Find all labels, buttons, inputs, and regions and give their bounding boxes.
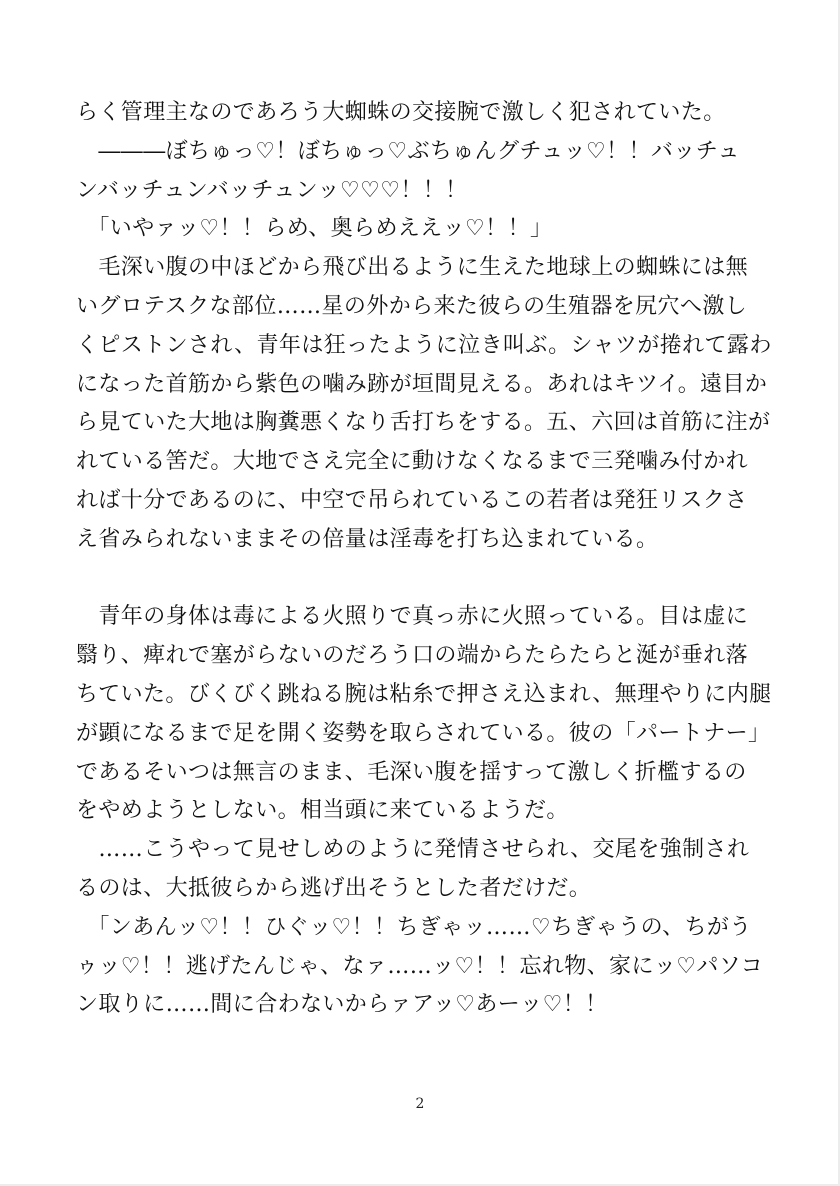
text-line: くピストンされ、青年は狂ったように泣き叫ぶ。シャツが捲れて露わ bbox=[76, 332, 772, 358]
text-line: になった首筋から紫色の噛み跡が垣間見える。あれはキツイ。遠目か bbox=[76, 371, 768, 397]
text-line: え省みられないままその倍量は淫毒を打ち込まれている。 bbox=[76, 526, 659, 552]
text-line: いグロテスクな部位……星の外から来た彼らの生殖器を尻穴へ激し bbox=[76, 293, 748, 319]
text-line: らく管理主なのであろう大蜘蛛の交接腕で激しく犯されていた。 bbox=[76, 100, 726, 125]
text-line: 「ンあんッ♡！！ひぐッ♡！！ちぎゃッ……♡ちぎゃうの、ちがう bbox=[76, 914, 752, 940]
text-line: 翳り、痺れで塞がらないのだろう口の端からたらたらと涎が垂れ落 bbox=[76, 643, 749, 669]
paragraph-spacer bbox=[76, 560, 776, 599]
text-line: が顕になるまで足を開く姿勢を取らされている。彼の「パートナー」 bbox=[76, 720, 771, 746]
text-line: ―――ぼちゅっ♡！ぼちゅっ♡ぶちゅんグチュッ♡！！バッチュ bbox=[76, 138, 740, 164]
text-line: ……こうやって見せしめのように発情させられ、交尾を強制され bbox=[76, 837, 750, 863]
text-line: であるそいつは無言のまま、毛深い腹を揺すって激しく折檻するの bbox=[76, 759, 747, 785]
text-line: をやめようとしない。相当頭に来ているようだ。 bbox=[76, 798, 569, 824]
paragraph-2 bbox=[76, 598, 776, 1025]
paragraph-1 bbox=[76, 94, 776, 560]
text-line: ンバッチュンバッチュンッ♡♡♡！！！ bbox=[76, 177, 468, 203]
text-line: ら見ていた大地は胸糞悪くなり舌打ちをする。五、六回は首筋に注が bbox=[76, 410, 771, 436]
text-line: ちていた。びくびく跳ねる腕は粘糸で押さえ込まれ、無理やりに内腿 bbox=[76, 681, 772, 707]
text-line: 「いやァッ♡！！らめ、奥らめええッ♡！！」 bbox=[76, 216, 553, 242]
text-line: 毛深い腹の中ほどから飛び出るように生えた地球上の蜘蛛には無 bbox=[76, 255, 749, 281]
text-line: ゥッ♡！！逃げたんじゃ、なァ……ッ♡！！忘れ物、家にッ♡パソコ bbox=[76, 953, 764, 979]
body-text bbox=[76, 94, 776, 1025]
text-line: るのは、大抵彼らから逃げ出そうとした者だけだ。 bbox=[76, 875, 592, 901]
text-line: 青年の身体は毒による火照りで真っ赤に火照っている。目は虚に bbox=[76, 604, 749, 630]
text-line: れば十分であるのに、中空で吊られているこの若者は発狂リスクさ bbox=[76, 487, 748, 513]
text-line: ン取りに……間に合わないからァアッ♡あーッ♡！！ bbox=[76, 992, 608, 1018]
text-line: れている筈だ。大地でさえ完全に動けなくなるまで三発噛み付かれ bbox=[76, 449, 749, 475]
page-number: 2 bbox=[415, 1096, 425, 1112]
